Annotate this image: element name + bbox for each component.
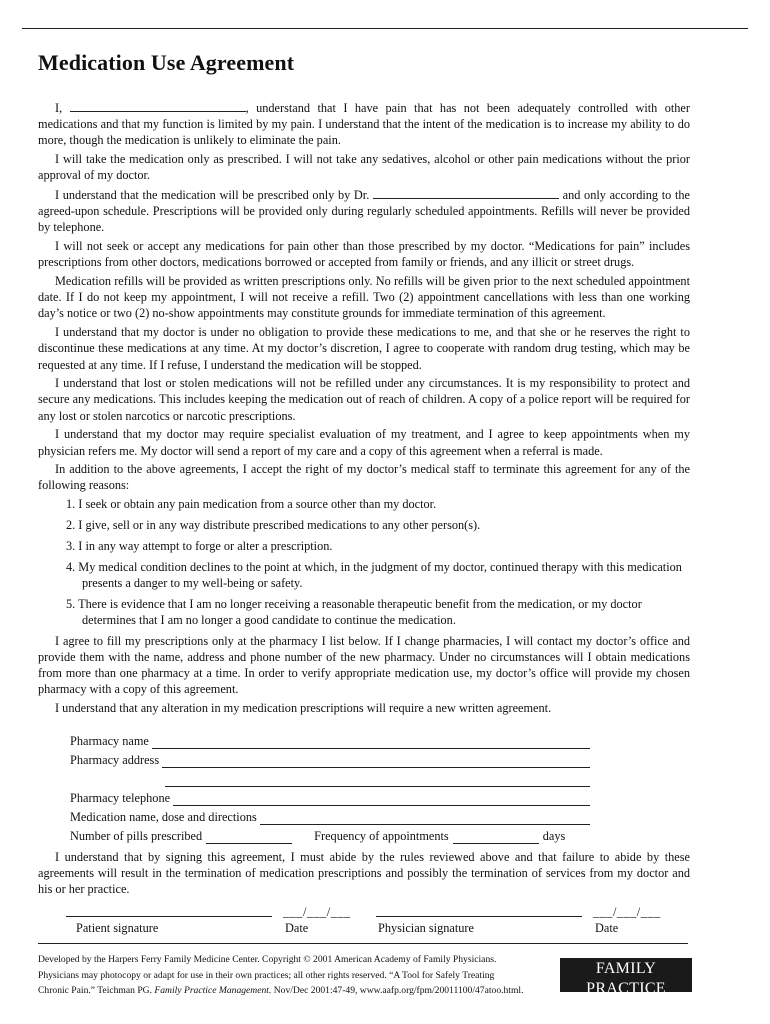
days-label: days [542,829,566,843]
paragraph-2: I will take the medication only as prescribed. I will not take any sedatives, alcohol or other pain medications without the prior approval of my doctor. [38,152,690,183]
pills-prescribed-label: Number of pills prescribed [70,829,203,843]
signature-area [0,905,770,941]
pharmacy-telephone-label: Pharmacy telephone [70,791,171,805]
footer-line-3: Chronic Pain.” Teichman PG. Family Practice Management. Nov/Dec 2001:47-49, www.aafp.org/fpm/20011100/47atoo.html. [38,985,524,996]
pharmacy-address-label: Pharmacy address [70,753,160,767]
pharmacy-fields [70,730,590,844]
family-practice-management-logo: FAMILY PRACTICE MANAGEMENT® [560,958,692,992]
page-title: Medication Use Agreement [38,50,295,75]
pharmacy-address-field-2[interactable] [165,774,590,787]
physician-date-field[interactable]: ___/___/___ [593,905,661,919]
patient-signature-field[interactable] [66,915,272,917]
paragraph-3: I understand that the medication will be prescribed only by Dr. and only according to the agreed-upon schedule. Prescriptions will be provided only during regularly scheduled appointments. Refills will never be provided by telephone. [38,188,690,235]
paragraph-4: I will not seek or accept any medications for pain other than those prescribed by my doctor. “Medications for pain” includes prescriptions from other doctors, medications borrowed or accepted from family or friends, and any illicit or street drugs. [38,239,690,270]
pills-frequency-row [70,825,590,844]
patient-name-blank[interactable] [70,99,246,112]
list-item: 4. My medical condition declines to the point at which, in the judgment of my doctor, continued therapy with this medication presents a danger to my well-being or safety. [66,559,682,590]
frequency-field[interactable] [453,831,539,844]
paragraph-10: I agree to fill my prescriptions only at the pharmacy I list below. If I change pharmacies, I will contact my doctor’s office and provide them with the name, address and phone number of the new pharmacy. Under no circumstances will I obtain medications from more than one pharmacy at a time. In order to verify appropriate medication use, my doctor’s office will provide my chosen pharmacy with a copy of this agreement. [38,633,690,697]
footer-line-1: Developed by the Harpers Ferry Family Medicine Center. Copyright © 2001 American Academy of Family Physicians. [38,954,497,965]
pharmacy-telephone-row [70,787,590,806]
pharmacy-name-field[interactable] [152,736,590,749]
patient-date-label: Date [285,921,309,935]
physician-signature-label: Physician signature [378,921,474,935]
medication-directions-field[interactable] [260,812,590,825]
paragraph-6: I understand that my doctor is under no obligation to provide these medications to me, and that she or he reserves the right to discontinue these medications at any time. At my doctor’s discretion, I agree to cooperate with random drug testing, which may be requested at any time. If I refuse, I understand the medication will be stopped. [38,325,690,372]
paragraph-9: In addition to the above agreements, I accept the right of my doctor’s medical staff to terminate this agreement for any of the following reasons: [38,462,690,493]
physician-date-label: Date [595,921,619,935]
paragraph-1: I, , understand that I have pain that has not been adequately controlled with other medications and that my function is limited by my pain. I understand that the intent of the medication is to increase my ability to do more, though the medication is unlikely to eliminate the pain. [38,101,690,148]
footer-rule [38,943,688,944]
termination-reasons [38,496,690,628]
doctor-name-blank[interactable] [373,186,559,199]
footer-credits [38,952,558,999]
pharmacy-address-field[interactable] [162,755,590,768]
top-rule [22,28,748,29]
list-item: 1. I seek or obtain any pain medication from a source other than my doctor. [66,497,437,512]
medication-directions-label: Medication name, dose and directions [70,810,257,824]
pharmacy-address-row-2 [70,768,590,787]
paragraph-11: I understand that any alteration in my medication prescriptions will require a new written agreement. [55,700,552,715]
pills-prescribed-field[interactable] [206,831,292,844]
physician-signature-field[interactable] [376,915,582,917]
patient-signature-label: Patient signature [76,921,159,935]
paragraph-8: I understand that my doctor may require specialist evaluation of my treatment, and I agree to keep appointments when my physician refers me. My doctor will send a report of my care and a copy of this agreement when a referral is made. [38,427,690,458]
list-item: 2. I give, sell or in any way distribute prescribed medications to any other person(s). [66,517,481,532]
pharmacy-name-label: Pharmacy name [70,734,149,748]
medication-directions-row [70,806,590,825]
pharmacy-name-row [70,730,590,749]
agreement-body [38,99,690,719]
pharmacy-telephone-field[interactable] [173,793,590,806]
pharmacy-address-row [70,749,590,768]
closing-paragraph: I understand that by signing this agreement, I must abide by the rules reviewed above and that failure to abide by these agreements will result in the termination of medication prescriptions and possibly the termination of services from my doctor and his or her practice. [38,850,690,897]
frequency-label: Frequency of appointments [314,829,449,843]
list-item: 5. There is evidence that I am no longer receiving a reasonable therapeutic benefit from the medication, or my doctor determines that I am no longer a good candidate to continue the medication. [66,596,642,627]
footer-line-2: Physicians may photocopy or adapt for use in their own practices; all other rights reserved. “A Tool for Safely Treating [38,969,495,981]
paragraph-5: Medication refills will be provided as written prescriptions only. No refills will be given prior to the next scheduled appointment date. If I do not keep my appointment, I will not receive a refill. Two (2) appointment cancellations with less than one working day’s notice or two (2) no-show appointments may constitute grounds for immediate termination of this agreement. [38,274,690,321]
paragraph-7: I understand that lost or stolen medications will not be refilled under any circumstances. It is my responsibility to protect and secure any medications. This includes keeping the medication out of reach of children. A copy of a police report will be required for any lost or stolen narcotics or narcotic prescriptions. [38,376,690,423]
patient-date-field[interactable]: ___/___/___ [283,905,351,919]
list-item: 3. I in any way attempt to forge or alter a prescription. [66,538,333,553]
